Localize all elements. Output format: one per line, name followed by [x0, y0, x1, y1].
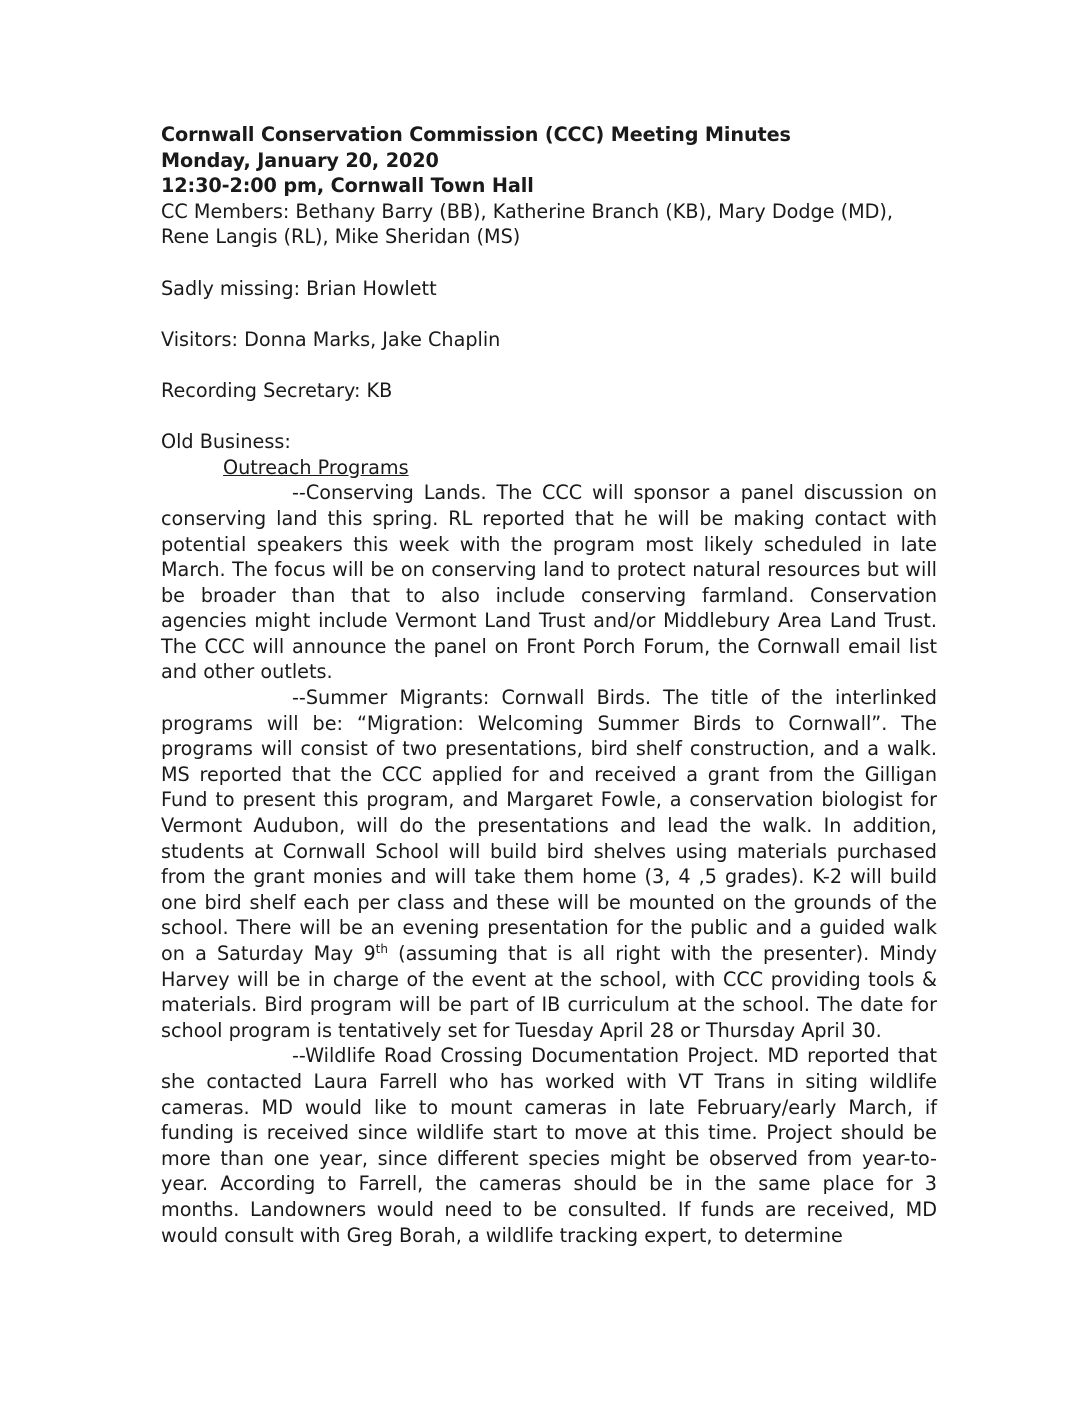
- document-title: Cornwall Conservation Commission (CCC) Meeting Minutes: [161, 123, 791, 146]
- conserving-lands-item: --Conserving Lands. The CCC will sponsor a panel discussion on conserving land this spring. RL reported that he will be making contact with potential speakers this week with the program most likely scheduled in late March. The focus will be on conserving land to protect natural resources but will be broader than that to also include conserving farmland. Conservation agencies might include Vermont Land Trust and/or Middlebury Area Land Trust. The CCC will announce the panel on Front Porch Forum, the Cornwall email list and other outlets.: [161, 481, 937, 684]
- wildlife-crossing-item: --Wildlife Road Crossing Documentation Project. MD reported that she contacted Laura Farrell who has worked with VT Trans in siting wildlife cameras. MD would like to mount cameras in late February/early March, if funding is received since wildlife start to move at this time. Project should be more than one year, since different species might be observed from year-to-year. According to Farrell, the cameras should be in the same place for 3 months. Landowners would need to be consulted. If funds are received, MD would consult with Greg Borah, a wildlife tracking expert, to determine: [161, 1044, 937, 1247]
- document-heading: [161, 122, 937, 199]
- visitors-line: Visitors: Donna Marks, Jake Chaplin: [161, 327, 501, 351]
- members-line: CC Members: Bethany Barry (BB), Katherine Branch (KB), Mary Dodge (MD), Rene Langis (RL), Mike Sheridan (MS): [161, 199, 894, 249]
- outreach-programs-heading: [161, 455, 937, 481]
- summer-migrants-item: [161, 685, 937, 1043]
- document-page: [161, 122, 937, 1248]
- secretary-line: Recording Secretary: KB: [161, 378, 393, 402]
- meeting-time-location: 12:30-2:00 pm, Cornwall Town Hall: [161, 174, 534, 198]
- superscript-th: th: [375, 942, 388, 956]
- old-business-label: Old Business:: [161, 430, 291, 454]
- summer-migrants-text-1: --Summer Migrants: Cornwall Birds. The title of the interlinked programs will be: “Migration: Welcoming Summer Birds to Cornwall”. The programs will consist of two presentations, bird shelf construction, and a walk. MS reported that the CCC applied for and received a grant from the Gilligan Fund to present this program, and Margaret Fowle, a conservation biologist for Vermont Audubon, will do the presentations and lead the walk. In addition, students at Cornwall School will build bird shelves using materials purchased from the grant monies and will take them home (3, 4 ,5 grades). K-2 will build one bird shelf each per class and these will be mounted on the grounds of the school. There will be an evening presentation for the public and a guided walk on a Saturday May 9: [161, 686, 937, 965]
- summer-migrants-text-2: (assuming that is all right with the presenter). Mindy Harvey will be in charge of the event at the school, with CCC providing tools & materials. Bird program will be part of IB curriculum at the school. The date for school program is tentatively set for Tuesday April 28 or Thursday April 30.: [161, 942, 937, 1042]
- missing-line: Sadly missing: Brian Howlett: [161, 276, 437, 300]
- meeting-date: Monday, January 20, 2020: [161, 148, 439, 172]
- outreach-programs-label: Outreach Programs: [223, 455, 409, 479]
